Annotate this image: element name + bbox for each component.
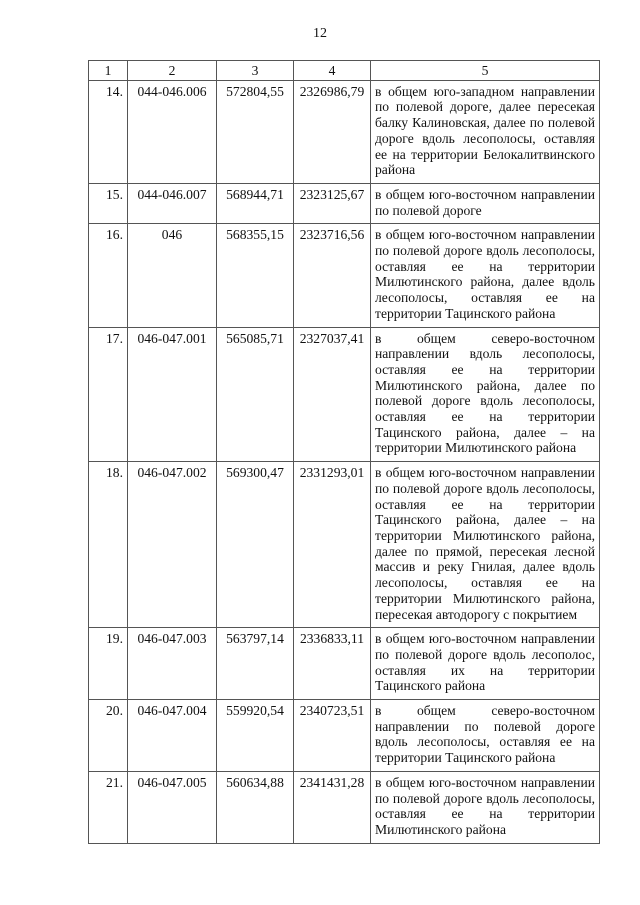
col-header-5: 5 — [371, 61, 600, 81]
point-code: 046 — [128, 224, 217, 327]
col-header-1: 1 — [89, 61, 128, 81]
direction-description: в общем северо-восточном направлении вдоль лесополосы, оставляя ее на территории Милютинского района, далее по полевой дороге вдоль лесополосы, оставляя ее на территории Тацинского района, далее – на территории Милютинского района — [371, 327, 600, 462]
row-number: 18. — [89, 462, 128, 628]
row-number: 16. — [89, 224, 128, 327]
table-row — [89, 628, 600, 700]
point-code: 046-047.005 — [128, 771, 217, 843]
coord-y: 2323716,56 — [294, 224, 371, 327]
row-number: 20. — [89, 700, 128, 772]
coord-x: 563797,14 — [217, 628, 294, 700]
table-row — [89, 327, 600, 462]
coord-x: 568944,71 — [217, 183, 294, 223]
coord-y: 2341431,28 — [294, 771, 371, 843]
table-row — [89, 462, 600, 628]
table-row — [89, 700, 600, 772]
direction-description: в общем юго-восточном направлении по полевой дороге вдоль лесополос, оставляя их на территории Тацинского района — [371, 628, 600, 700]
direction-description: в общем юго-восточном направлении по полевой дороге — [371, 183, 600, 223]
direction-description: в общем юго-восточном направлении по полевой дороге вдоль лесополосы, оставляя ее на территории Тацинского района, далее – на территории Милютинского района, далее по прямой, пересекая лесной массив и реку Гнилая, далее вдоль лесополосы, оставляя ее на территории Милютинского района, пересекая автодорогу с покрытием — [371, 462, 600, 628]
col-header-3: 3 — [217, 61, 294, 81]
coord-x: 569300,47 — [217, 462, 294, 628]
row-number: 15. — [89, 183, 128, 223]
row-number: 19. — [89, 628, 128, 700]
coord-x: 559920,54 — [217, 700, 294, 772]
table-row — [89, 183, 600, 223]
point-code: 046-047.002 — [128, 462, 217, 628]
row-number: 21. — [89, 771, 128, 843]
coord-x: 565085,71 — [217, 327, 294, 462]
row-number: 17. — [89, 327, 128, 462]
point-code: 046-047.001 — [128, 327, 217, 462]
coord-y: 2326986,79 — [294, 80, 371, 183]
table-header-row — [89, 61, 600, 81]
point-code: 044-046.006 — [128, 80, 217, 183]
coord-y: 2340723,51 — [294, 700, 371, 772]
coord-y: 2327037,41 — [294, 327, 371, 462]
direction-description: в общем северо-восточном направлении по полевой дороге вдоль лесополосы, оставляя ее на территории Тацинского района — [371, 700, 600, 772]
direction-description: в общем юго-западном направлении по полевой дороге, далее пересекая балку Калиновская, далее по полевой дороге вдоль лесополосы, оставляя ее на территории Белокалитвинского района — [371, 80, 600, 183]
coord-x: 572804,55 — [217, 80, 294, 183]
point-code: 046-047.004 — [128, 700, 217, 772]
col-header-4: 4 — [294, 61, 371, 81]
col-header-2: 2 — [128, 61, 217, 81]
coord-y: 2331293,01 — [294, 462, 371, 628]
page-number: 12 — [313, 26, 327, 41]
coord-x: 560634,88 — [217, 771, 294, 843]
coord-y: 2323125,67 — [294, 183, 371, 223]
coord-x: 568355,15 — [217, 224, 294, 327]
table-row — [89, 771, 600, 843]
direction-description: в общем юго-восточном направлении по полевой дороге вдоль лесополосы, оставляя ее на территории Милютинского района, далее вдоль лесополосы, оставляя ее на территории Тацинского района — [371, 224, 600, 327]
boundary-table — [88, 60, 600, 844]
coord-y: 2336833,11 — [294, 628, 371, 700]
table-row — [89, 80, 600, 183]
point-code: 046-047.003 — [128, 628, 217, 700]
point-code: 044-046.007 — [128, 183, 217, 223]
table-row — [89, 224, 600, 327]
direction-description: в общем юго-восточном направлении по полевой дороге вдоль лесополосы, оставляя ее на территории Милютинского района — [371, 771, 600, 843]
row-number: 14. — [89, 80, 128, 183]
